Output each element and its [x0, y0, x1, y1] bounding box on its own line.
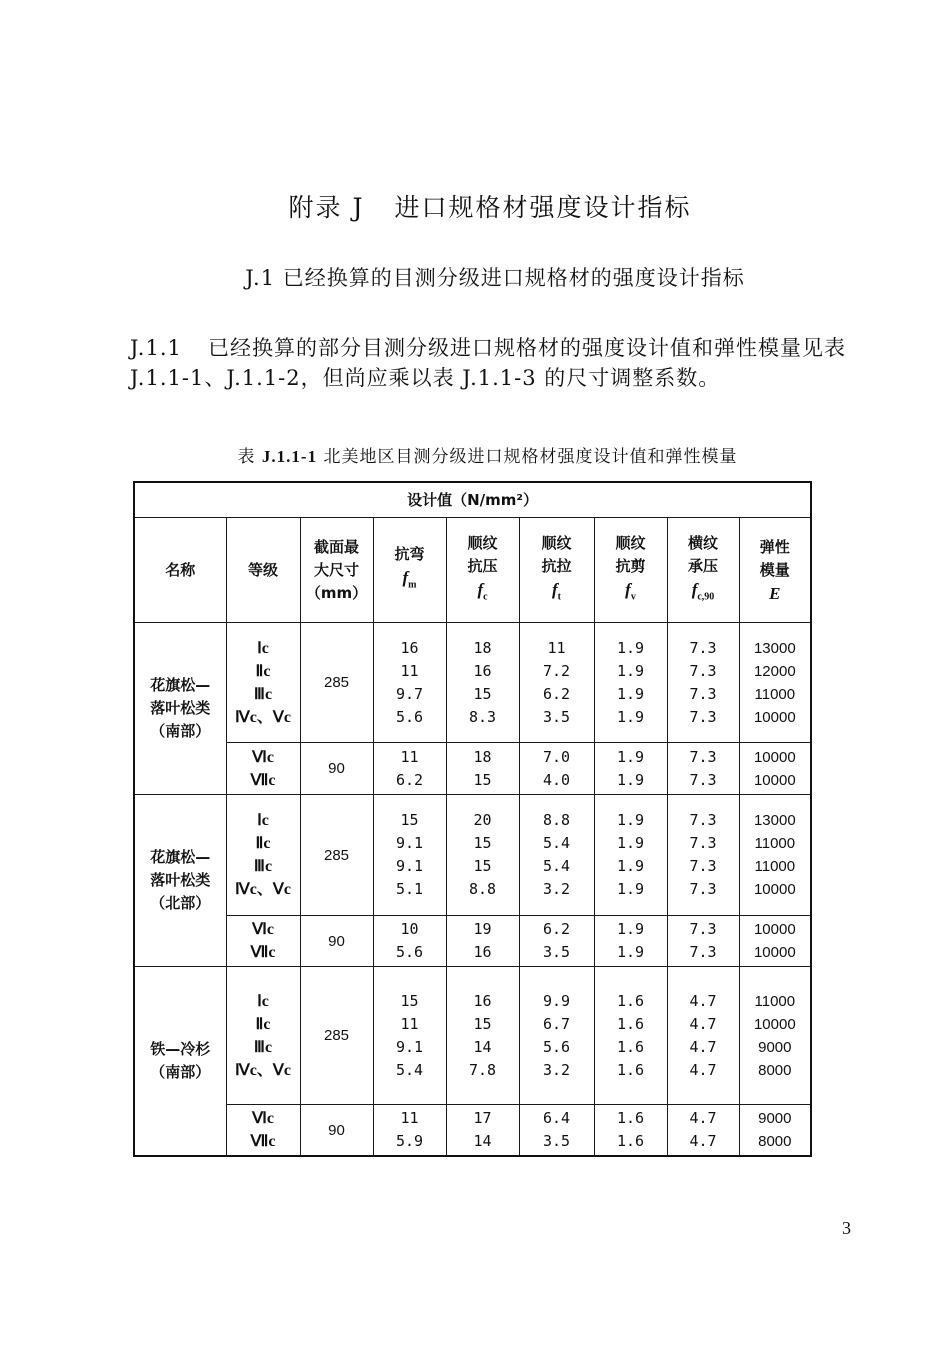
value: 7.3	[689, 661, 717, 680]
value-cell-ft	[519, 967, 594, 1105]
value: 6.7	[542, 1014, 571, 1033]
value: 10000	[753, 771, 796, 789]
column-header-shear-fv	[594, 518, 667, 623]
value: 11	[400, 747, 419, 766]
grade-label: Ⅵc	[252, 921, 274, 938]
value: 1.9	[616, 920, 645, 938]
value-cell-fc90	[667, 743, 739, 795]
value: 4.7	[689, 1037, 717, 1056]
value: 1.9	[616, 880, 645, 898]
grade-label: Ⅲc	[253, 685, 273, 703]
page-number: 3	[842, 1218, 851, 1238]
table-caption	[0, 442, 950, 467]
value: 16	[473, 943, 492, 961]
value: 5.6	[395, 707, 424, 726]
value: 7.3	[689, 638, 717, 657]
column-header-label: 抗剪	[615, 556, 646, 575]
grade-cell	[226, 916, 300, 967]
value: 11	[547, 638, 566, 657]
value-cell-fm	[373, 795, 446, 916]
value: 13000	[753, 639, 796, 657]
column-header-label: 模量	[759, 560, 790, 579]
section-title	[0, 262, 950, 292]
value: 8000	[758, 1133, 792, 1150]
value-cell-fm	[373, 743, 446, 795]
column-header-bearing-fc90	[667, 518, 739, 623]
value: 15	[473, 857, 492, 875]
table-body	[134, 623, 811, 1157]
value: 7.3	[689, 707, 717, 726]
symbol-base: f	[402, 568, 409, 588]
value: 3.5	[542, 943, 571, 961]
value: 5.6	[542, 1037, 571, 1056]
value: 7.3	[689, 811, 717, 829]
grade-label: Ⅱc	[255, 835, 271, 852]
value-cell-fv	[594, 967, 667, 1105]
value: 1.6	[616, 991, 645, 1010]
value-cell-fv	[594, 743, 667, 795]
column-header-modulus-e	[739, 518, 811, 623]
max-size-cell: 90	[300, 1105, 373, 1157]
value: 4.7	[689, 991, 717, 1010]
value: 20	[473, 811, 492, 829]
value: 6.2	[542, 920, 571, 938]
value: 15	[473, 834, 492, 852]
value: 17	[473, 1109, 492, 1127]
value: 9.1	[395, 834, 424, 852]
column-header-row	[134, 518, 811, 623]
value: 3.5	[542, 1132, 571, 1150]
value: 1.9	[616, 638, 645, 657]
value-cell-ft	[519, 623, 594, 743]
column-symbol	[668, 578, 739, 608]
value-cell-ft	[519, 743, 594, 795]
value-cell-fc90	[667, 795, 739, 916]
clause-number: J.1.1	[130, 336, 182, 360]
value: 5.1	[395, 880, 424, 898]
value: 7.0	[542, 747, 571, 766]
value: 7.3	[689, 880, 717, 898]
value: 10000	[753, 1015, 796, 1033]
grade-label: Ⅱc	[255, 1015, 271, 1033]
value-cell-e	[739, 916, 811, 967]
value-cell-e	[739, 967, 811, 1105]
value: 1.6	[616, 1014, 645, 1033]
column-header-label: 抗弯	[394, 545, 425, 564]
value: 15	[473, 770, 492, 789]
value-cell-fv	[594, 623, 667, 743]
grade-label: Ⅶc	[250, 944, 276, 961]
value: 14	[473, 1037, 492, 1056]
column-header-grade	[226, 518, 300, 623]
value: 8.8	[468, 880, 497, 898]
clause-text: 已经换算的部分目测分级进口规格材的强度设计值和弹性模量见表 J.1.1-1、J.1.1-2，但尚应乘以表 J.1.1-3 的尺寸调整系数。	[130, 336, 846, 390]
symbol-base: E	[769, 583, 781, 603]
value: 1.9	[616, 811, 645, 829]
value: 1.9	[616, 770, 645, 789]
symbol-subscript: v	[630, 591, 636, 603]
grade-cell	[226, 743, 300, 795]
symbol-base: f	[551, 579, 558, 599]
appendix-label: 附录 J	[288, 193, 365, 222]
value: 12000	[753, 662, 796, 680]
value: 3.2	[542, 880, 571, 898]
column-header-label: （mm）	[305, 583, 368, 602]
grade-label: Ⅶc	[250, 771, 276, 789]
column-header-label: 顺纹	[615, 533, 646, 552]
value: 7.2	[542, 661, 571, 680]
value: 8.3	[468, 707, 497, 726]
value: 9.1	[395, 857, 424, 875]
caption-number: J.1.1-1	[261, 447, 318, 466]
symbol-base: f	[691, 579, 698, 599]
symbol-subscript: t	[557, 591, 561, 603]
table-row	[134, 795, 811, 916]
species-name-line: （南部）	[150, 1063, 211, 1081]
value: 10000	[753, 921, 796, 938]
column-header-label: 等级	[247, 560, 278, 579]
value-cell-ft	[519, 795, 594, 916]
clause-paragraph	[130, 333, 858, 393]
grade-label: Ⅰc	[257, 992, 269, 1010]
grade-label: Ⅵc	[252, 748, 274, 766]
value-cell-fv	[594, 916, 667, 967]
column-header-bending-fm	[373, 518, 446, 623]
table-row	[134, 743, 811, 795]
grade-label: Ⅱc	[255, 662, 271, 680]
value-cell-fm	[373, 623, 446, 743]
value: 7.3	[689, 834, 717, 852]
value: 11	[400, 1014, 419, 1033]
value: 5.4	[542, 834, 571, 852]
species-name-line: 铁—冷杉	[150, 1040, 211, 1058]
symbol-subscript: c,90	[697, 591, 715, 603]
value-cell-fv	[594, 1105, 667, 1157]
section-heading: 已经换算的目测分级进口规格材的强度设计指标	[282, 266, 745, 290]
value: 7.3	[689, 747, 717, 766]
value: 3.2	[542, 1060, 571, 1079]
grade-cell	[226, 967, 300, 1105]
table-row	[134, 1105, 811, 1157]
value: 4.7	[689, 1060, 717, 1079]
value-cell-fc	[446, 623, 519, 743]
symbol-subscript: c	[483, 591, 488, 603]
grade-label: Ⅵc	[252, 1110, 274, 1127]
value: 11000	[754, 858, 796, 875]
value: 1.6	[616, 1109, 645, 1127]
value-cell-fc90	[667, 1105, 739, 1157]
value: 10000	[753, 881, 796, 898]
table-row	[134, 623, 811, 743]
value: 8.8	[542, 811, 571, 829]
value: 7.3	[689, 770, 717, 789]
value: 9000	[758, 1038, 792, 1056]
species-name-line: （北部）	[150, 894, 211, 912]
value: 1.9	[616, 857, 645, 875]
grade-cell	[226, 1105, 300, 1157]
grade-label: Ⅶc	[250, 1133, 276, 1150]
grade-label: Ⅲc	[253, 1038, 273, 1056]
value: 15	[400, 811, 419, 829]
value: 6.2	[395, 770, 424, 789]
value: 13000	[753, 812, 796, 829]
value: 4.7	[689, 1132, 717, 1150]
column-symbol	[520, 578, 594, 608]
value: 4.7	[689, 1014, 717, 1033]
grade-cell	[226, 795, 300, 916]
value: 10	[400, 920, 419, 938]
value: 14	[473, 1132, 492, 1150]
value-cell-ft	[519, 1105, 594, 1157]
value: 3.5	[542, 707, 571, 726]
value: 19	[473, 920, 492, 938]
grade-label: Ⅰc	[257, 639, 269, 657]
value: 6.4	[542, 1109, 571, 1127]
species-name-line: 落叶松类	[150, 871, 211, 889]
column-symbol	[374, 566, 446, 596]
value: 9000	[758, 1110, 792, 1127]
value: 11000	[754, 685, 796, 703]
max-size-cell: 285	[300, 623, 373, 743]
value: 5.9	[395, 1132, 424, 1150]
appendix-title	[0, 188, 950, 224]
symbol-subscript: m	[408, 579, 417, 591]
column-header-label: 截面最	[313, 537, 359, 556]
value-cell-e	[739, 795, 811, 916]
value: 1.9	[616, 661, 645, 680]
max-size-cell: 285	[300, 795, 373, 916]
value: 1.6	[616, 1132, 645, 1150]
column-symbol	[595, 578, 667, 608]
value-cell-e	[739, 743, 811, 795]
value-cell-fc	[446, 743, 519, 795]
grade-label: Ⅳc、Ⅴc	[235, 708, 291, 726]
value: 7.3	[689, 920, 717, 938]
value: 6.2	[542, 684, 571, 703]
column-header-label: 大尺寸	[313, 560, 359, 579]
value: 8000	[758, 1061, 792, 1079]
value-cell-e	[739, 1105, 811, 1157]
value-cell-fc	[446, 1105, 519, 1157]
value: 18	[473, 638, 492, 657]
value-cell-fc90	[667, 967, 739, 1105]
species-name-cell	[134, 967, 226, 1157]
column-header-compression-fc	[446, 518, 519, 623]
column-symbol	[740, 582, 811, 605]
value: 4.0	[542, 770, 571, 789]
value-cell-fc	[446, 916, 519, 967]
value: 7.3	[689, 684, 717, 703]
value-cell-fc	[446, 967, 519, 1105]
value-cell-ft	[519, 916, 594, 967]
value-cell-fm	[373, 1105, 446, 1157]
value: 4.7	[689, 1109, 717, 1127]
grade-label: Ⅳc、Ⅴc	[235, 881, 291, 898]
value: 10000	[753, 708, 796, 726]
caption-title: 北美地区目测分级进口规格材强度设计值和弹性模量	[323, 447, 738, 467]
value-cell-fm	[373, 916, 446, 967]
column-header-max-section-size	[300, 518, 373, 623]
species-name-line: 花旗松—	[150, 848, 211, 866]
value: 5.4	[395, 1060, 424, 1079]
value: 11	[400, 661, 419, 680]
value: 16	[400, 638, 419, 657]
species-name-line: 花旗松—	[150, 676, 211, 694]
value: 9.9	[542, 991, 571, 1010]
value: 18	[473, 747, 492, 766]
value: 1.9	[616, 943, 645, 961]
value-cell-fc90	[667, 623, 739, 743]
symbol-base: f	[477, 579, 484, 599]
grade-label: Ⅳc、Ⅴc	[235, 1061, 291, 1079]
column-symbol	[447, 578, 519, 608]
species-name-line: （南部）	[150, 722, 211, 740]
value: 11	[400, 1109, 419, 1127]
value: 10000	[753, 944, 796, 961]
value: 7.3	[689, 943, 717, 961]
value: 16	[473, 661, 492, 680]
value: 1.9	[616, 684, 645, 703]
caption-prefix: 表	[237, 447, 256, 467]
grade-cell	[226, 623, 300, 743]
column-header-label: 抗拉	[541, 556, 572, 575]
value: 9.1	[395, 1037, 424, 1056]
column-header-label: 抗压	[467, 556, 498, 575]
value-cell-e	[739, 623, 811, 743]
column-header-label: 承压	[687, 556, 718, 575]
section-number: J.1	[245, 266, 276, 290]
appendix-heading: 进口规格材强度设计指标	[394, 193, 692, 222]
value: 15	[473, 684, 492, 703]
value: 16	[473, 991, 492, 1010]
value: 1.9	[616, 707, 645, 726]
max-size-cell: 90	[300, 916, 373, 967]
max-size-cell: 90	[300, 743, 373, 795]
value: 1.6	[616, 1037, 645, 1056]
strength-design-table	[133, 481, 812, 1157]
value: 9.7	[395, 684, 424, 703]
value: 11000	[754, 835, 796, 852]
value: 15	[400, 991, 419, 1010]
species-name-line: 落叶松类	[150, 699, 211, 717]
species-name-cell	[134, 623, 226, 795]
column-header-name	[134, 518, 226, 623]
column-header-label: 名称	[165, 560, 196, 579]
column-header-label: 弹性	[759, 537, 790, 556]
units-header: 设计值（N/mm²）	[134, 482, 811, 518]
value: 5.6	[395, 943, 424, 961]
column-header-label: 顺纹	[467, 533, 498, 552]
grade-label: Ⅲc	[253, 858, 273, 875]
table-row	[134, 967, 811, 1105]
value-cell-fv	[594, 795, 667, 916]
value-cell-fm	[373, 967, 446, 1105]
max-size-cell: 285	[300, 967, 373, 1105]
value-cell-fc90	[667, 916, 739, 967]
symbol-base: f	[625, 579, 631, 599]
value: 1.9	[616, 747, 645, 766]
column-header-label: 顺纹	[541, 533, 572, 552]
table-row	[134, 916, 811, 967]
value: 1.6	[616, 1060, 645, 1079]
value: 11000	[754, 992, 796, 1010]
column-header-tension-ft	[519, 518, 594, 623]
grade-label: Ⅰc	[257, 812, 269, 829]
value: 5.4	[542, 857, 571, 875]
species-name-cell	[134, 795, 226, 967]
value: 10000	[753, 748, 796, 766]
value-cell-fc	[446, 795, 519, 916]
value: 15	[473, 1014, 492, 1033]
value: 1.9	[616, 834, 645, 852]
column-header-label: 横纹	[687, 533, 718, 552]
value: 7.8	[468, 1060, 497, 1079]
value: 7.3	[689, 857, 717, 875]
